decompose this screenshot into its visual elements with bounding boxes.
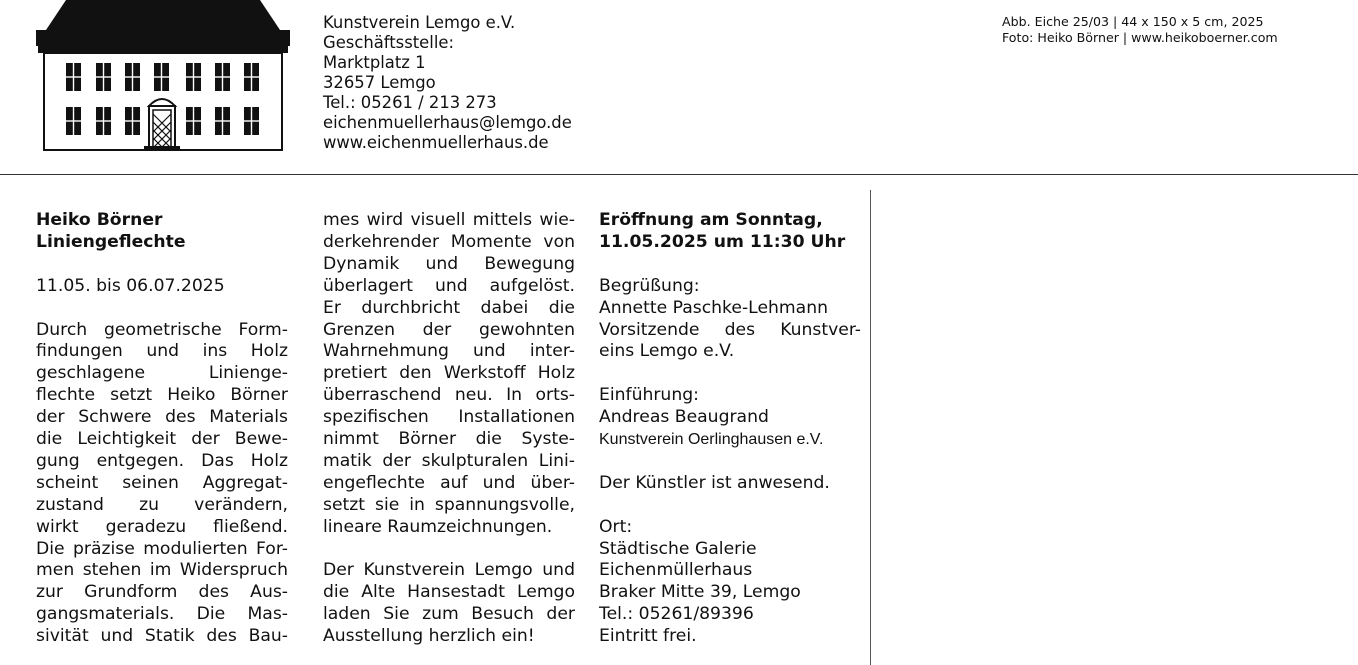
- text-line: scheint seinen Aggregat-: [36, 472, 288, 493]
- contact-email[interactable]: eichenmuellerhaus@lemgo.de: [323, 113, 572, 132]
- artist-name: Heiko Börner: [36, 210, 163, 230]
- text-line: engeflechte auf und über-: [323, 472, 575, 493]
- contact-street: Marktplatz 1: [323, 53, 426, 72]
- description-continued: [323, 210, 575, 539]
- text-line: men stehen im Widerspruch: [36, 560, 288, 581]
- opening-datetime: 11.05.2025 um 11:30 Uhr: [599, 231, 846, 252]
- venue-phone: Tel.: 05261/89396: [599, 604, 754, 625]
- text-line: Die präzise modulierten For-: [36, 538, 288, 559]
- text-line: spezifischen Installationen: [323, 407, 575, 428]
- contact-block: [323, 13, 572, 153]
- text-line: wirkt geradezu fließend.: [36, 516, 288, 537]
- text-line: die Leichtigkeit der Bewe-: [36, 429, 288, 450]
- text-line: Der Kunstverein Lemgo und: [323, 560, 575, 581]
- text-line: gung entgegen. Das Holz: [36, 450, 288, 471]
- text-line: mes wird visuell mittels wie-: [323, 210, 575, 230]
- venue-label: Ort:: [599, 516, 633, 537]
- exhibition-column: [36, 210, 288, 648]
- text-line: Durch geometrische Form-: [36, 319, 288, 340]
- text-line: gangsmaterials. Die Mas-: [36, 604, 288, 625]
- header-divider: [0, 174, 1358, 175]
- text-line: findungen und ins Holz: [36, 341, 288, 362]
- text-line: der Schwere des Materials: [36, 407, 288, 428]
- building-logo: [36, 0, 290, 152]
- artist-present-note: Der Künstler ist anwesend.: [599, 472, 830, 493]
- text-line: Er durchbricht dabei die: [323, 297, 575, 318]
- photo-credit: [1002, 14, 1278, 46]
- text-line: setzt sie in spannungsvolle,: [323, 494, 575, 515]
- venue-name: Städtische Galerie: [599, 538, 757, 559]
- intro-label: Einführung:: [599, 385, 699, 406]
- text-line: die Alte Hansestadt Lemgo: [323, 582, 575, 603]
- text-line: Dynamik und Bewegung: [323, 253, 575, 274]
- contact-website[interactable]: www.eichenmuellerhaus.de: [323, 133, 549, 152]
- text-line: Wahrnehmung und inter-: [323, 341, 575, 362]
- text-line: Grenzen der gewohnten: [323, 319, 575, 340]
- greeting-label: Begrüßung:: [599, 275, 700, 296]
- exhibition-description: [36, 320, 288, 649]
- opening-title: Eröffnung am Sonntag,: [599, 210, 823, 230]
- photo-caption: Foto: Heiko Börner | www.heikoboerner.com: [1002, 30, 1278, 45]
- text-line: sivität und Statik des Bau-: [36, 626, 288, 647]
- text-line: überlagert und aufgelöst.: [323, 275, 575, 296]
- text-line: geschlagene Linienge-: [36, 363, 288, 384]
- venue-building: Eichenmüllerhaus: [599, 560, 753, 581]
- text-line: Ausstellung herzlich ein!: [323, 626, 535, 647]
- intro-name: Andreas Beaugrand: [599, 407, 769, 428]
- text-line: zustand zu verändern,: [36, 494, 288, 515]
- greeting-role: eins Lemgo e.V.: [599, 341, 735, 362]
- text-line: flechte setzt Heiko Börner: [36, 385, 288, 406]
- artwork-caption: Abb. Eiche 25/03 | 44 x 150 x 5 cm, 2025: [1002, 14, 1264, 29]
- column-divider: [870, 190, 871, 665]
- opening-column: [599, 210, 861, 648]
- text-line: überraschend neu. In orts-: [323, 385, 575, 406]
- contact-office-label: Geschäftsstelle:: [323, 33, 454, 52]
- text-line: laden Sie zum Besuch der: [323, 604, 575, 625]
- text-line: zur Grundform des Aus-: [36, 582, 288, 603]
- contact-org: Kunstverein Lemgo e.V.: [323, 13, 516, 32]
- contact-phone: Tel.: 05261 / 213 273: [323, 93, 497, 112]
- venue-address: Braker Mitte 39, Lemgo: [599, 582, 801, 603]
- text-line: pretiert den Werkstoff Holz: [323, 363, 575, 384]
- description-column: [323, 210, 575, 648]
- text-line: lineare Raumzeichnungen.: [323, 516, 553, 537]
- contact-city: 32657 Lemgo: [323, 73, 436, 92]
- text-line: matik der skulpturalen Lini-: [323, 450, 575, 471]
- text-line: derkehrender Momente von: [323, 231, 575, 252]
- exhibition-dates: 11.05. bis 06.07.2025: [36, 275, 225, 296]
- exhibition-title: Liniengeflechte: [36, 231, 186, 252]
- invitation-text: [323, 560, 575, 648]
- text-line: nimmt Börner die Syste-: [323, 429, 575, 450]
- intro-role: Kunstverein Oerlinghausen e.V.: [599, 431, 824, 449]
- greeting-name: Annette Paschke-Lehmann: [599, 297, 828, 318]
- greeting-role: Vorsitzende des Kunstver-: [599, 319, 861, 340]
- admission-note: Eintritt frei.: [599, 626, 697, 647]
